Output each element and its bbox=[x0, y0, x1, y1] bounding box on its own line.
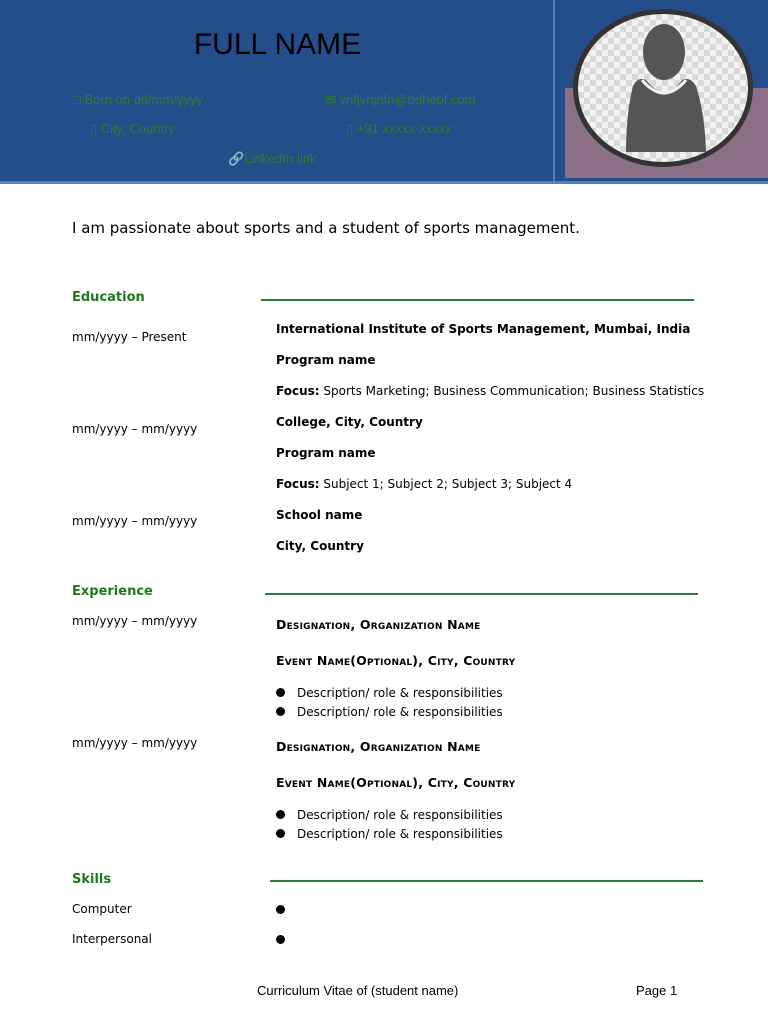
bullet-dot-icon bbox=[276, 935, 285, 944]
list-item bbox=[276, 827, 503, 841]
section-rule-skills bbox=[270, 880, 703, 882]
section-title-education: Education bbox=[72, 290, 145, 305]
full-name: FULL NAME bbox=[193, 28, 362, 61]
objective-statement: I am passionate about sports and a student of sports management. bbox=[72, 219, 580, 237]
experience-event: Event Name(Optional), City, Country bbox=[276, 653, 516, 668]
bullet-text: Description/ role & responsibilities bbox=[297, 827, 503, 841]
experience-designation: Designation, Organization Name bbox=[276, 739, 481, 754]
focus-label: Focus: bbox=[276, 477, 320, 491]
footer-page-number: Page 1 bbox=[636, 983, 678, 998]
list-item bbox=[276, 808, 503, 822]
experience-date: mm/yyyy – mm/yyyy bbox=[72, 614, 198, 628]
focus-text: Subject 1; Subject 2; Subject 3; Subject 4 bbox=[319, 477, 573, 491]
education-institution: School name bbox=[276, 508, 363, 522]
list-item bbox=[276, 705, 503, 719]
list-item bbox=[276, 686, 503, 700]
education-date: mm/yyyy – mm/yyyy bbox=[72, 422, 198, 436]
section-rule-education bbox=[261, 299, 694, 301]
bullet-dot-icon bbox=[276, 707, 285, 716]
experience-designation: Designation, Organization Name bbox=[276, 617, 481, 632]
avatar bbox=[573, 9, 753, 167]
education-program: Program name bbox=[276, 353, 376, 367]
section-title-skills: Skills bbox=[72, 872, 112, 887]
experience-date: mm/yyyy – mm/yyyy bbox=[72, 736, 198, 750]
skill-bullet bbox=[276, 933, 297, 947]
bullet-text: Description/ role & responsibilities bbox=[297, 686, 503, 700]
footer-cv-of: Curriculum Vitae of (student name) bbox=[257, 983, 459, 998]
education-focus bbox=[276, 384, 704, 398]
bullet-dot-icon bbox=[276, 810, 285, 819]
education-institution: International Institute of Sports Management, Mumbai, India bbox=[276, 322, 691, 336]
location: ▯ City, Country bbox=[90, 121, 175, 136]
header-bottom-rule bbox=[0, 181, 768, 184]
education-program: City, Country bbox=[276, 539, 364, 553]
bullet-dot-icon bbox=[276, 829, 285, 838]
education-date: mm/yyyy – Present bbox=[72, 330, 187, 344]
bullet-dot-icon bbox=[276, 688, 285, 697]
experience-event: Event Name(Optional), City, Country bbox=[276, 775, 516, 790]
focus-text: Sports Marketing; Business Communication; Business Statistics bbox=[319, 384, 705, 398]
education-program: Program name bbox=[276, 446, 376, 460]
section-rule-experience bbox=[265, 593, 698, 595]
email-link[interactable]: ✉ vnfjvnjnfn@bdhebf.com bbox=[325, 92, 476, 107]
skill-bullet bbox=[276, 903, 297, 917]
bullet-text: Description/ role & responsibilities bbox=[297, 705, 503, 719]
section-title-experience: Experience bbox=[72, 584, 153, 599]
linkedin-link[interactable]: 🔗LinkedIn link bbox=[228, 151, 317, 166]
skill-category-computer: Computer bbox=[72, 902, 132, 916]
skill-category-interpersonal: Interpersonal bbox=[72, 932, 152, 946]
education-focus bbox=[276, 477, 572, 491]
bullet-dot-icon bbox=[276, 905, 285, 914]
education-date: mm/yyyy – mm/yyyy bbox=[72, 514, 198, 528]
phone-number: ▯ +91 xxxxx-xxxxx bbox=[346, 121, 452, 136]
education-institution: College, City, Country bbox=[276, 415, 423, 429]
bullet-text: Description/ role & responsibilities bbox=[297, 808, 503, 822]
focus-label: Focus: bbox=[276, 384, 320, 398]
birth-date: □ Born on dd/mm/yyyy bbox=[73, 92, 203, 107]
person-silhouette-icon bbox=[578, 14, 748, 162]
